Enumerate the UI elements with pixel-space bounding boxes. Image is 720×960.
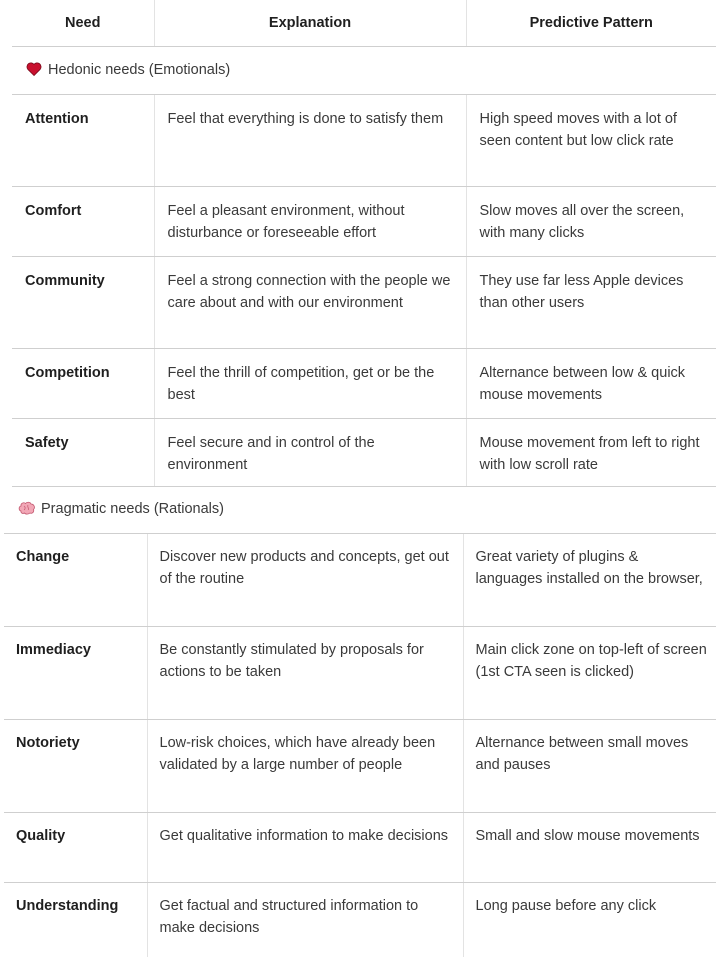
explanation-cell: Feel secure and in control of the environment: [154, 418, 466, 486]
need-cell: Competition: [12, 348, 154, 418]
table-row: [12, 348, 716, 418]
need-cell: Attention: [12, 94, 154, 186]
table-row: [12, 186, 716, 256]
explanation-cell: Feel a pleasant environment, without disturbance or foreseeable effort: [154, 186, 466, 256]
pattern-cell: They use far less Apple devices than other users: [466, 256, 716, 348]
pattern-cell: Small and slow mouse movements: [463, 812, 716, 882]
table-row: [4, 626, 716, 719]
pattern-cell: Great variety of plugins & languages installed on the browser,: [463, 533, 716, 626]
table-header-row: [12, 0, 716, 46]
explanation-cell: Feel that everything is done to satisfy them: [154, 94, 466, 186]
section-title-pragmatic: [4, 486, 716, 533]
need-cell: Change: [4, 533, 147, 626]
section-title-pragmatic-text: Pragmatic needs (Rationals): [41, 501, 224, 517]
header-need: Need: [12, 0, 154, 46]
table-row: [12, 94, 716, 186]
explanation-cell: Get qualitative information to make decisions: [147, 812, 463, 882]
section-title-hedonic: [12, 46, 716, 94]
pragmatic-needs-table: [4, 486, 716, 957]
pattern-cell: Alternance between small moves and pauses: [463, 719, 716, 812]
table-row: [4, 812, 716, 882]
hedonic-needs-table: [12, 0, 716, 487]
need-cell: Quality: [4, 812, 147, 882]
need-cell: Notoriety: [4, 719, 147, 812]
need-cell: Safety: [12, 418, 154, 486]
table-row: [4, 719, 716, 812]
need-cell: Comfort: [12, 186, 154, 256]
pattern-cell: Alternance between low & quick mouse movements: [466, 348, 716, 418]
pattern-cell: Slow moves all over the screen, with many clicks: [466, 186, 716, 256]
pattern-cell: Mouse movement from left to right with low scroll rate: [466, 418, 716, 486]
need-cell: Immediacy: [4, 626, 147, 719]
header-explanation: Explanation: [154, 0, 466, 46]
table-row: [4, 533, 716, 626]
explanation-cell: Discover new products and concepts, get out of the routine: [147, 533, 463, 626]
brain-icon: [18, 501, 36, 515]
table-row: [12, 256, 716, 348]
table-row: [4, 882, 716, 957]
explanation-cell: Feel a strong connection with the people we care about and with our environment: [154, 256, 466, 348]
need-cell: Community: [12, 256, 154, 348]
header-predictive-pattern: Predictive Pattern: [466, 0, 716, 46]
table-row: [12, 418, 716, 486]
heart-icon: [26, 61, 42, 77]
pattern-cell: High speed moves with a lot of seen content but low click rate: [466, 94, 716, 186]
section-title-hedonic-text: Hedonic needs (Emotionals): [48, 61, 231, 78]
explanation-cell: Low-risk choices, which have already been validated by a large number of people: [147, 719, 463, 812]
explanation-cell: Get factual and structured information to make decisions: [147, 882, 463, 957]
explanation-cell: Feel the thrill of competition, get or be the best: [154, 348, 466, 418]
need-cell: Understanding: [16, 897, 119, 914]
section-row-pragmatic: [4, 486, 716, 533]
section-row-hedonic: [12, 46, 716, 94]
explanation-cell: Be constantly stimulated by proposals for actions to be taken: [147, 626, 463, 719]
pattern-cell: Long pause before any click: [463, 882, 716, 957]
pattern-cell: Main click zone on top-left of screen (1st CTA seen is clicked): [463, 626, 716, 719]
